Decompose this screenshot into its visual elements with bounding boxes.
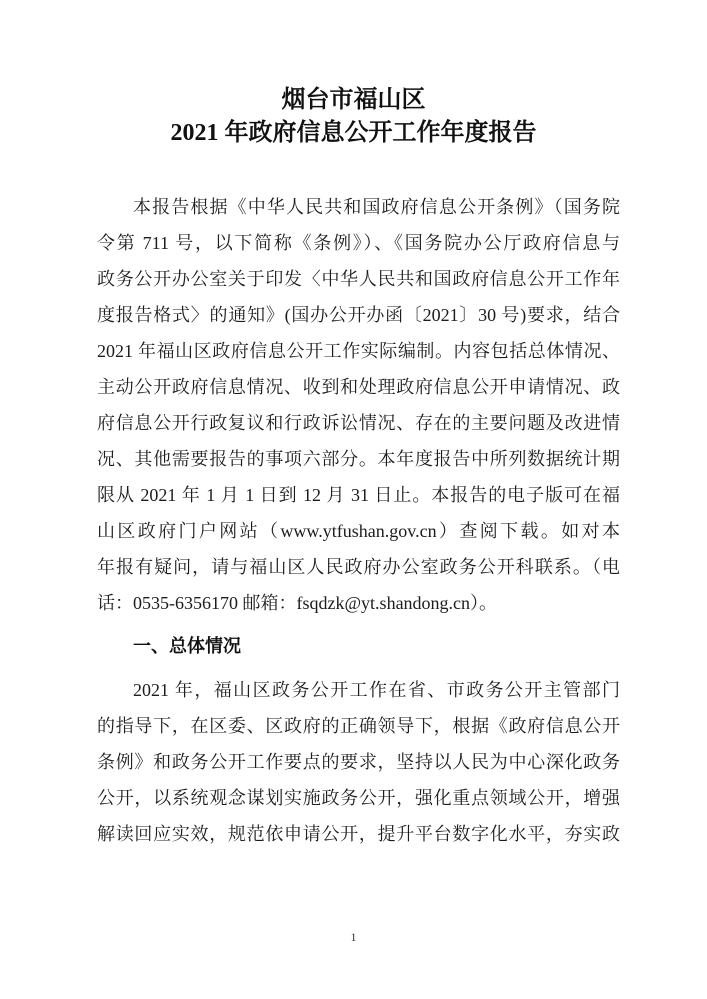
section-heading-overview: 一、总体情况: [133, 636, 241, 657]
intro-line: 话：0535-6356170 邮箱：fsqdzk@yt.shandong.cn）。: [97, 593, 498, 613]
intro-line: 政务公开办公室关于印发〈中华人民共和国政府信息公开工作年: [97, 269, 620, 289]
intro-line: 令第 711 号，以下简称《条例》）、《国务院办公厅政府信息与: [97, 233, 620, 253]
title-line-report: 2021 年政府信息公开工作年度报告: [170, 120, 537, 146]
intro-line: 年报有疑问，请与福山区人民政府办公室政务公开科联系。（电: [97, 557, 620, 577]
intro-paragraph: [97, 189, 620, 621]
intro-line: 本报告根据《中华人民共和国政府信息公开条例》（国务院: [133, 197, 620, 217]
intro-line: 限从 2021 年 1 月 1 日到 12 月 31 日止。本报告的电子版可在福: [97, 485, 620, 505]
intro-line: 2021 年福山区政府信息公开工作实际编制。内容包括总体情况、: [97, 341, 620, 361]
intro-line: 度报告格式〉的通知》(国办公开办函〔2021〕30 号)要求，结合: [97, 305, 620, 325]
intro-line: 府信息公开行政复议和行政诉讼情况、存在的主要问题及改进情: [97, 413, 620, 433]
report-title: [0, 84, 707, 150]
intro-line: 况、其他需要报告的事项六部分。本年度报告中所列数据统计期: [97, 449, 620, 469]
intro-line: 山区政府门户网站（www.ytfushan.gov.cn）查阅下载。如对本: [97, 521, 620, 541]
page-number: 1: [350, 930, 357, 944]
overview-line: 公开，以系统观念谋划实施政务公开，强化重点领域公开，增强: [97, 788, 620, 808]
overview-line: 条例》和政务公开工作要点的要求，坚持以人民为中心深化政务: [97, 752, 620, 772]
overview-paragraph: [97, 672, 620, 852]
overview-line: 的指导下，在区委、区政府的正确领导下，根据《政府信息公开: [97, 716, 620, 736]
intro-line: 主动公开政府信息情况、收到和处理政府信息公开申请情况、政: [97, 377, 620, 397]
overview-line: 2021 年，福山区政务公开工作在省、市政务公开主管部门: [133, 680, 620, 700]
overview-line: 解读回应实效，规范依申请公开，提升平台数字化水平，夯实政: [97, 824, 620, 844]
title-line-district: 烟台市福山区: [281, 87, 426, 113]
report-body: [97, 189, 620, 852]
